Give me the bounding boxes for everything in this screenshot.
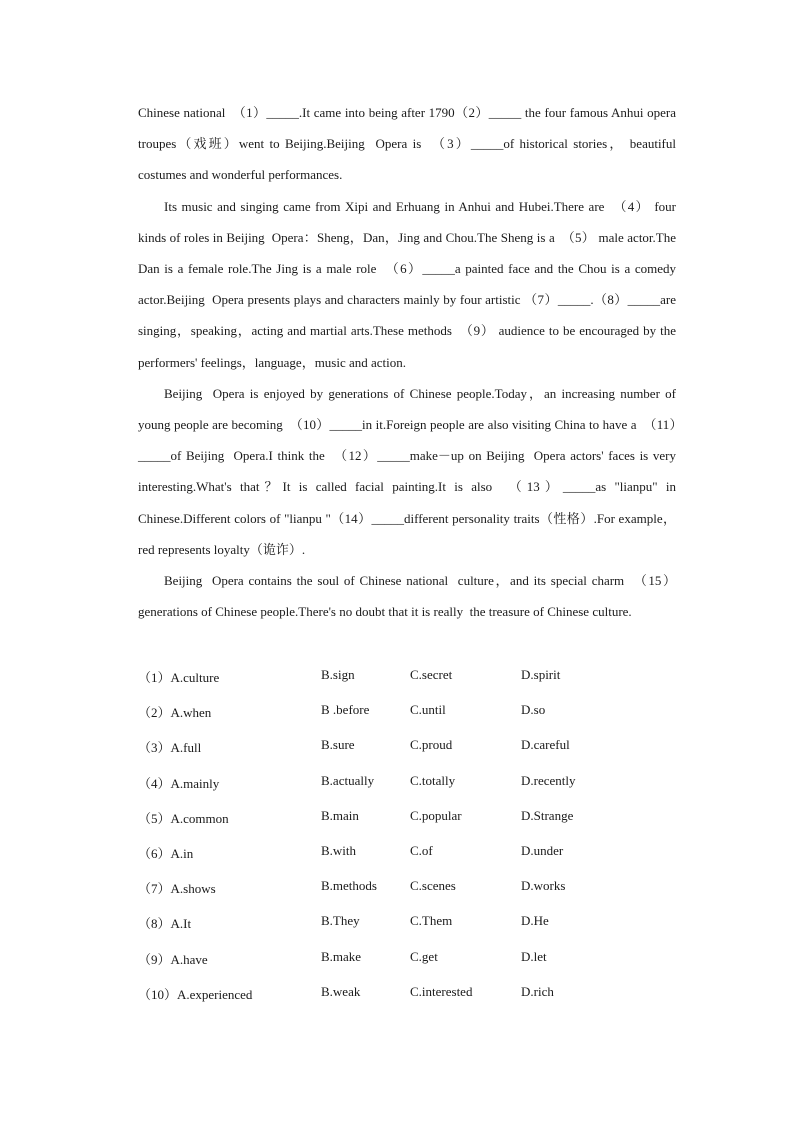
- option-row-4: [138, 765, 678, 800]
- option-c: C.proud: [410, 737, 453, 753]
- option-b: B.main: [321, 807, 359, 823]
- option-b: B.actually: [321, 772, 375, 788]
- option-row-5: [138, 800, 678, 835]
- option-c: C.popular: [410, 807, 462, 823]
- option-row-1: [138, 659, 678, 694]
- option-d: D.careful: [521, 737, 570, 753]
- option-a: （4）A.mainly: [138, 775, 220, 791]
- option-row-7: [138, 870, 678, 905]
- option-a: （6）A.in: [138, 845, 194, 861]
- option-row-2: [138, 694, 678, 729]
- option-a: （9）A.have: [138, 951, 208, 967]
- option-d: D.under: [521, 842, 564, 858]
- option-row-3: [138, 729, 678, 764]
- option-d: D.so: [521, 702, 546, 718]
- option-d: D.He: [521, 913, 549, 929]
- option-b: B.methods: [321, 878, 377, 894]
- option-b: B.sure: [321, 737, 355, 753]
- option-d: D.let: [521, 948, 547, 964]
- option-d: D.rich: [521, 983, 554, 999]
- option-c: C.secret: [410, 667, 453, 682]
- option-b: B.make: [321, 948, 362, 964]
- passage-paragraph-2: Its music and singing came from Xipi and Erhuang in Anhui and Hubei.There are （4） four kinds of roles in Beijing Opera：Sheng，Dan，Jing and Chou.The Sheng is a （5） male actor.The Dan is a female role.The Jing is a male role （6）_____a painted face and the Chou is a comedy actor.Beijing Opera presents plays and characters mainly by four artistic （7）_____.（8）_____are singing，speaking，acting and martial arts.These methods （9） audience to be encouraged by the performers' feelings，language，music and action.: [138, 198, 676, 370]
- option-a: （1）A.culture: [138, 670, 220, 685]
- answer-options: [138, 659, 678, 1011]
- option-row-9: [138, 941, 678, 976]
- option-a: （5）A.common: [138, 810, 229, 826]
- option-row-6: [138, 835, 678, 870]
- option-a: （3）A.full: [138, 740, 202, 756]
- option-a: （7）A.shows: [138, 881, 216, 897]
- option-c: C.get: [410, 948, 438, 964]
- option-d: D.spirit: [521, 667, 561, 682]
- option-a: （8）A.It: [138, 916, 192, 932]
- option-a: （10）A.experienced: [138, 986, 253, 1002]
- cloze-passage: [138, 97, 676, 627]
- option-d: D.works: [521, 878, 566, 894]
- option-d: D.Strange: [521, 807, 574, 823]
- option-row-10: [138, 976, 678, 1011]
- option-b: B.weak: [321, 983, 361, 999]
- passage-paragraph-3: Beijing Opera is enjoyed by generations of Chinese people.Today，an increasing number of young people are becoming （10）_____in it.Foreign people are also visiting China to have a （11）_____of Beijing Opera.I think the （12）_____make－up on Beijing Opera actors' faces is very interesting.What's that？It is called facial painting.It is also （13）_____as "lianpu" in Chinese.Different colors of "lianpu "（14）_____different personality traits（性格）.For example，red represents loyalty（诡诈）.: [138, 385, 676, 557]
- option-a: （2）A.when: [138, 705, 212, 721]
- option-d: D.recently: [521, 772, 576, 788]
- option-b: B .before: [321, 702, 370, 718]
- option-b: B.sign: [321, 667, 355, 682]
- option-c: C.of: [410, 842, 433, 858]
- option-b: B.with: [321, 842, 357, 858]
- option-c: C.totally: [410, 772, 456, 788]
- option-c: C.scenes: [410, 878, 456, 894]
- passage-paragraph-4: Beijing Opera contains the soul of Chinese national culture，and its special charm （15） generations of Chinese people.There's no doubt that it is really the treasure of Chinese culture.: [138, 573, 676, 620]
- option-row-8: [138, 905, 678, 940]
- option-b: B.They: [321, 913, 360, 929]
- passage-paragraph-1: Chinese national （1）_____.It came into being after 1790（2）_____ the four famous Anhui opera troupes（戏班）went to Beijing.Beijing Opera is （3）_____of historical stories， beautiful costumes and wonderful performances.: [138, 105, 676, 183]
- option-c: C.until: [410, 702, 446, 718]
- option-c: C.Them: [410, 913, 453, 929]
- option-c: C.interested: [410, 983, 473, 999]
